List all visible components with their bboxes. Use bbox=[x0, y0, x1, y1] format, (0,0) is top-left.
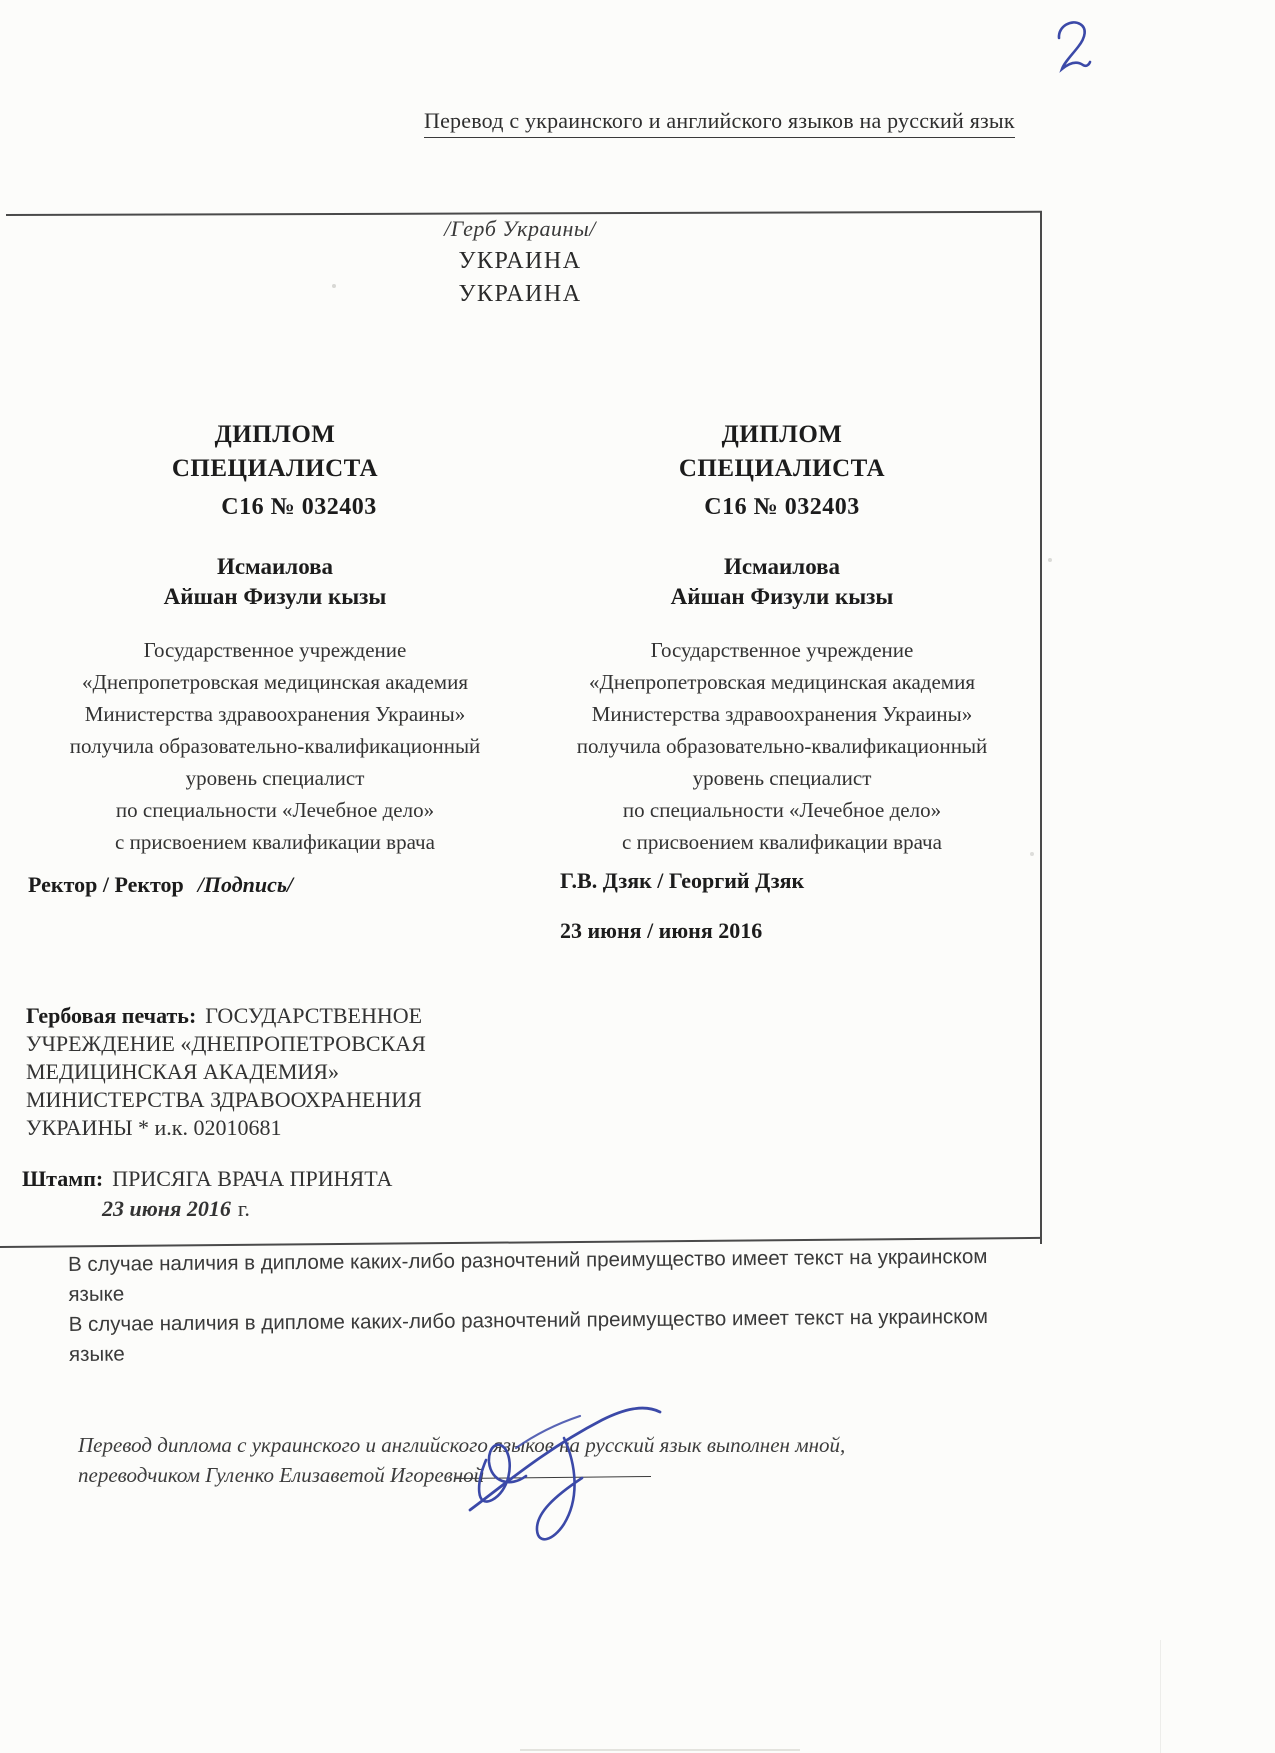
holder-name-line: Исмаилова bbox=[723, 554, 841, 579]
stamp-description bbox=[22, 1166, 392, 1192]
body-line: Государственное учреждение bbox=[650, 638, 914, 662]
country-name: УКРАИНА bbox=[458, 281, 582, 307]
seal-label: Гербовая печать: bbox=[26, 1003, 197, 1028]
body-line: уровень специалист bbox=[185, 766, 365, 790]
seal-line: УЧРЕЖДЕНИЕ «ДНЕПРОПЕТРОВСКАЯ bbox=[26, 1031, 426, 1056]
rector-label: Ректор / Ректор bbox=[28, 872, 184, 897]
diploma-title-line: ДИПЛОМ bbox=[721, 421, 843, 448]
holder-name-right bbox=[547, 552, 1017, 612]
body-line: получила образовательно-квалификационный bbox=[69, 734, 481, 758]
scan-edge-line bbox=[1160, 1640, 1161, 1753]
diploma-title-right bbox=[547, 418, 1017, 486]
holder-name-line: Исмаилова bbox=[216, 554, 334, 579]
scan-artifact-dot bbox=[332, 284, 336, 288]
holder-name-line: Айшан Физули кызы bbox=[670, 584, 894, 609]
body-line: уровень специалист bbox=[692, 766, 872, 790]
diploma-body-right bbox=[547, 634, 1017, 858]
body-line: Министерства здравоохранения Украины» bbox=[591, 702, 973, 726]
disclaimer-line: В случае наличия в дипломе каких-либо разночтений преимущество имеет текст на украинском языке bbox=[68, 1244, 988, 1306]
stamp-date-suffix: г. bbox=[237, 1196, 250, 1221]
translation-header: Перевод с украинского и английского языков на русский язык bbox=[424, 108, 1015, 138]
handwritten-signature-icon bbox=[452, 1392, 692, 1557]
scan-artifact-dot bbox=[1048, 558, 1052, 562]
diploma-serial-left: С16 № 032403 bbox=[221, 494, 377, 520]
body-line: получила образовательно-квалификационный bbox=[576, 734, 988, 758]
emblem-note: /Герб Украины/ bbox=[444, 216, 596, 241]
translator-note-line: Перевод диплома с украинского и английского языков на русский язык выполнен мной, bbox=[78, 1433, 846, 1457]
diploma-date: 23 июня / июня 2016 bbox=[560, 918, 763, 943]
seal-line: МИНИСТЕРСТВА ЗДРАВООХРАНЕНИЯ bbox=[26, 1087, 422, 1112]
body-line: с присвоением квалификации врача bbox=[115, 830, 435, 854]
rector-signature-line bbox=[28, 872, 293, 898]
holder-name-line: Айшан Физули кызы bbox=[163, 584, 387, 609]
diploma-title-left bbox=[40, 418, 510, 486]
diploma-title-line: СПЕЦИАЛИСТА bbox=[678, 455, 886, 482]
handwritten-page-number-icon bbox=[1052, 16, 1098, 78]
emblem-block bbox=[270, 216, 770, 308]
holder-name-left bbox=[40, 552, 510, 612]
body-line: с присвоением квалификации врача bbox=[622, 830, 942, 854]
scan-bottom-line bbox=[520, 1749, 800, 1751]
diploma-serial-right: С16 № 032403 bbox=[704, 494, 860, 520]
diploma-title-line: СПЕЦИАЛИСТА bbox=[171, 455, 379, 482]
translator-note-line: переводчиком Гуленко Елизаветой Игоревной bbox=[78, 1463, 485, 1487]
body-line: по специальности «Лечебное дело» bbox=[115, 798, 435, 822]
frame-right-border bbox=[1040, 212, 1042, 1244]
seal-text: ГОСУДАРСТВЕННОЕ bbox=[205, 1003, 423, 1028]
stamp-date-value: 23 июня 2016 bbox=[102, 1196, 231, 1221]
seal-description bbox=[26, 1002, 478, 1142]
seal-line: УКРАИНЫ * и.к. 02010681 bbox=[26, 1115, 282, 1140]
seal-line: МЕДИЦИНСКАЯ АКАДЕМИЯ» bbox=[26, 1059, 339, 1084]
diploma-body-left bbox=[40, 634, 510, 858]
disclaimer-line: В случае наличия в дипломе каких-либо разночтений преимущество имеет текст на украинском языке bbox=[68, 1304, 989, 1366]
scan-artifact-dot bbox=[1030, 852, 1034, 856]
body-line: по специальности «Лечебное дело» bbox=[622, 798, 942, 822]
signature-placeholder: /Подпись/ bbox=[197, 872, 294, 897]
stamp-date bbox=[102, 1196, 250, 1222]
stamp-label: Штамп: bbox=[22, 1166, 104, 1191]
body-line: Министерства здравоохранения Украины» bbox=[84, 702, 466, 726]
disclaimer-block bbox=[68, 1242, 1029, 1370]
rector-name: Г.В. Дзяк / Георгий Дзяк bbox=[560, 868, 805, 893]
body-line: «Днепропетровская медицинская академия bbox=[82, 670, 468, 694]
country-name: УКРАИНА bbox=[458, 248, 582, 274]
body-line: Государственное учреждение bbox=[143, 638, 407, 662]
diploma-title-line: ДИПЛОМ bbox=[214, 421, 336, 448]
stamp-text: ПРИСЯГА ВРАЧА ПРИНЯТА bbox=[112, 1166, 393, 1191]
body-line: «Днепропетровская медицинская академия bbox=[589, 670, 975, 694]
seal-line bbox=[26, 1002, 478, 1030]
